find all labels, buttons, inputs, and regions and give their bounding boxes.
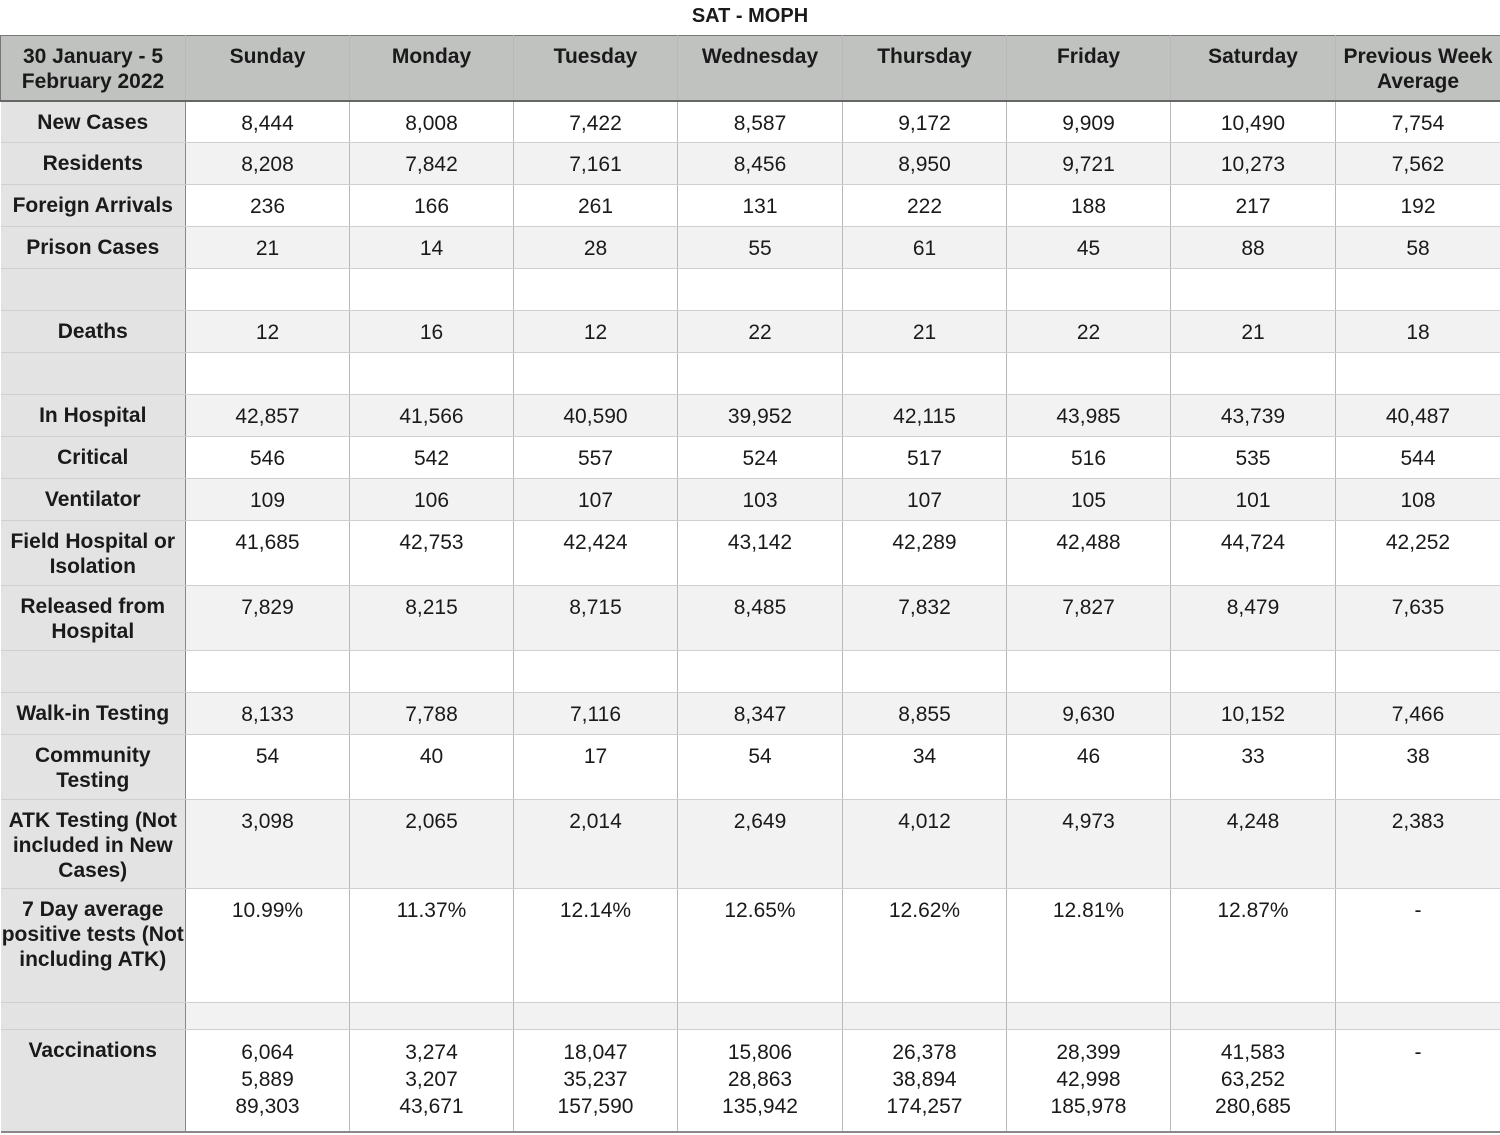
- table-cell: 7,422: [514, 101, 678, 143]
- table-cell: 222: [843, 185, 1007, 227]
- table-cell: [1007, 1030, 1171, 1132]
- table-cell: 10,273: [1171, 143, 1336, 185]
- column-header: Previous Week Average: [1336, 36, 1500, 101]
- cell-line: 174,257: [886, 1095, 963, 1118]
- table-row: [1, 1030, 1500, 1132]
- table-cell: [843, 353, 1007, 395]
- table-cell: 7,116: [514, 693, 678, 735]
- table-cell: [1171, 651, 1336, 693]
- table-cell: 8,715: [514, 586, 678, 651]
- row-label: New Cases: [1, 101, 186, 143]
- page-title: SAT - MOPH: [691, 5, 809, 27]
- table-cell: 10,490: [1171, 101, 1336, 143]
- column-header: Tuesday: [514, 36, 678, 101]
- table-cell: [1171, 1003, 1336, 1030]
- table-row: [1, 651, 1500, 693]
- table-cell: [843, 651, 1007, 693]
- column-header: Wednesday: [678, 36, 843, 101]
- table-cell: [514, 651, 678, 693]
- table-cell: 38: [1336, 735, 1500, 800]
- table-row: [1, 227, 1500, 269]
- row-label: Deaths: [1, 311, 186, 353]
- table-cell: [678, 651, 843, 693]
- table-cell: [186, 269, 350, 311]
- cell-line: 26,378: [892, 1041, 957, 1064]
- table-cell: 105: [1007, 479, 1171, 521]
- cell-line: 3,207: [405, 1068, 458, 1091]
- table-row: [1, 143, 1500, 185]
- cell-line: 6,064: [241, 1041, 294, 1064]
- table-cell: 8,855: [843, 693, 1007, 735]
- table-cell: [350, 651, 514, 693]
- table-row: [1, 395, 1500, 437]
- row-label: Walk-in Testing: [1, 693, 186, 735]
- table-cell: 9,721: [1007, 143, 1171, 185]
- table-cell: 517: [843, 437, 1007, 479]
- row-label: [1, 353, 186, 395]
- column-header: Thursday: [843, 36, 1007, 101]
- cell-line: 38,894: [892, 1068, 957, 1091]
- table-cell: 4,973: [1007, 800, 1171, 889]
- table-cell: 42,753: [350, 521, 514, 586]
- table-cell: [514, 1030, 678, 1132]
- table-cell: 41,566: [350, 395, 514, 437]
- table-cell: 108: [1336, 479, 1500, 521]
- table-cell: [1007, 1003, 1171, 1030]
- column-header: Sunday: [186, 36, 350, 101]
- table-cell: 18: [1336, 311, 1500, 353]
- table-cell: [1336, 269, 1500, 311]
- row-label: [1, 651, 186, 693]
- table-cell: [1336, 1030, 1500, 1132]
- table-cell: 535: [1171, 437, 1336, 479]
- table-cell: [186, 651, 350, 693]
- table-row: [1, 735, 1500, 800]
- row-label: Vaccinations: [1, 1030, 186, 1132]
- cell-line: 18,047: [563, 1041, 628, 1064]
- table-cell: 107: [843, 479, 1007, 521]
- table-cell: 10,152: [1171, 693, 1336, 735]
- table-cell: 21: [186, 227, 350, 269]
- row-label: Residents: [1, 143, 186, 185]
- table-cell: 54: [186, 735, 350, 800]
- table-cell: 42,857: [186, 395, 350, 437]
- table-cell: 7,829: [186, 586, 350, 651]
- table-cell: 7,827: [1007, 586, 1171, 651]
- table-cell: 7,788: [350, 693, 514, 735]
- table-row: [1, 479, 1500, 521]
- table-cell: 88: [1171, 227, 1336, 269]
- row-label: Critical: [1, 437, 186, 479]
- table-cell: 8,485: [678, 586, 843, 651]
- table-cell: 109: [186, 479, 350, 521]
- table-cell: 41,685: [186, 521, 350, 586]
- table-cell: 8,444: [186, 101, 350, 143]
- table-cell: 43,739: [1171, 395, 1336, 437]
- table-cell: 4,012: [843, 800, 1007, 889]
- table-cell: 7,832: [843, 586, 1007, 651]
- table-cell: [514, 1003, 678, 1030]
- cell-line: 157,590: [557, 1095, 634, 1118]
- table-cell: 107: [514, 479, 678, 521]
- cell-line: 5,889: [241, 1068, 294, 1091]
- table-cell: 10.99%: [186, 889, 350, 1003]
- table-cell: 8,347: [678, 693, 843, 735]
- table-row: [1, 889, 1500, 1003]
- table-cell: 42,488: [1007, 521, 1171, 586]
- table-cell: 106: [350, 479, 514, 521]
- row-label: Prison Cases: [1, 227, 186, 269]
- table-cell: 58: [1336, 227, 1500, 269]
- table-cell: 217: [1171, 185, 1336, 227]
- header-row: [1, 36, 1500, 101]
- table-cell: 12.62%: [843, 889, 1007, 1003]
- row-label: Released from Hospital: [1, 586, 186, 651]
- table-cell: 7,842: [350, 143, 514, 185]
- table-cell: [1336, 651, 1500, 693]
- table-cell: [350, 1003, 514, 1030]
- table-cell: 8,587: [678, 101, 843, 143]
- table-cell: [350, 353, 514, 395]
- cell-line: 185,978: [1050, 1095, 1127, 1118]
- table-cell: 7,161: [514, 143, 678, 185]
- table-cell: 12.87%: [1171, 889, 1336, 1003]
- data-table: [0, 35, 1500, 1133]
- cell-line: 3,274: [405, 1041, 458, 1064]
- table-cell: 11.37%: [350, 889, 514, 1003]
- table-cell: 42,424: [514, 521, 678, 586]
- table-cell: 8,215: [350, 586, 514, 651]
- table-cell: [350, 1030, 514, 1132]
- row-label: Ventilator: [1, 479, 186, 521]
- table-cell: 40: [350, 735, 514, 800]
- table-cell: 7,754: [1336, 101, 1500, 143]
- table-cell: 46: [1007, 735, 1171, 800]
- table-cell: 16: [350, 311, 514, 353]
- row-label: ATK Testing (Not included in New Cases): [1, 800, 186, 889]
- table-cell: 43,985: [1007, 395, 1171, 437]
- table-cell: 40,590: [514, 395, 678, 437]
- table-cell: [1171, 269, 1336, 311]
- table-cell: 8,456: [678, 143, 843, 185]
- table-cell: 12.81%: [1007, 889, 1171, 1003]
- table-cell: 22: [678, 311, 843, 353]
- row-label: 7 Day average positive tests (Not including ATK): [1, 889, 186, 1003]
- table-cell: [350, 269, 514, 311]
- table-cell: [678, 269, 843, 311]
- table-cell: 33: [1171, 735, 1336, 800]
- row-label: [1, 1003, 186, 1030]
- row-label: Community Testing: [1, 735, 186, 800]
- table-cell: [1007, 269, 1171, 311]
- table-cell: [1007, 651, 1171, 693]
- cell-line: 135,942: [722, 1095, 798, 1118]
- table-row: [1, 586, 1500, 651]
- table-cell: 34: [843, 735, 1007, 800]
- table-cell: 9,172: [843, 101, 1007, 143]
- table-cell: 7,562: [1336, 143, 1500, 185]
- column-header: Monday: [350, 36, 514, 101]
- table-cell: 12.65%: [678, 889, 843, 1003]
- table-row: [1, 311, 1500, 353]
- table-cell: [1336, 1003, 1500, 1030]
- table-cell: [843, 269, 1007, 311]
- table-cell: 61: [843, 227, 1007, 269]
- table-cell: 55: [678, 227, 843, 269]
- table-cell: [514, 353, 678, 395]
- cell-line: 28,863: [727, 1068, 793, 1091]
- table-cell: 17: [514, 735, 678, 800]
- table-cell: 516: [1007, 437, 1171, 479]
- table-row: [1, 269, 1500, 311]
- cell-line: 63,252: [1220, 1068, 1286, 1091]
- table-cell: 103: [678, 479, 843, 521]
- table-cell: 12.14%: [514, 889, 678, 1003]
- table-cell: 524: [678, 437, 843, 479]
- table-cell: [678, 1003, 843, 1030]
- table-cell: [186, 1003, 350, 1030]
- table-cell: [1007, 353, 1171, 395]
- table-cell: 21: [843, 311, 1007, 353]
- table-cell: [186, 353, 350, 395]
- table-cell: 544: [1336, 437, 1500, 479]
- table-cell: 2,014: [514, 800, 678, 889]
- table-cell: 45: [1007, 227, 1171, 269]
- table-cell: 39,952: [678, 395, 843, 437]
- table-cell: 2,383: [1336, 800, 1500, 889]
- table-cell: 4,248: [1171, 800, 1336, 889]
- table-cell: 546: [186, 437, 350, 479]
- table-cell: 2,649: [678, 800, 843, 889]
- table-cell: 28: [514, 227, 678, 269]
- table-cell: 9,630: [1007, 693, 1171, 735]
- table-cell: 8,008: [350, 101, 514, 143]
- row-label: [1, 269, 186, 311]
- table-cell: [1336, 353, 1500, 395]
- table-cell: [1171, 353, 1336, 395]
- table-cell: 542: [350, 437, 514, 479]
- table-cell: 7,635: [1336, 586, 1500, 651]
- table-cell: 261: [514, 185, 678, 227]
- table-cell: 7,466: [1336, 693, 1500, 735]
- table-cell: -: [1336, 889, 1500, 1003]
- cell-line: 89,303: [235, 1095, 300, 1118]
- cell-line: 41,583: [1220, 1041, 1286, 1064]
- table-cell: 12: [514, 311, 678, 353]
- table-cell: 22: [1007, 311, 1171, 353]
- table-cell: [843, 1003, 1007, 1030]
- table-cell: 8,208: [186, 143, 350, 185]
- table-cell: [186, 1030, 350, 1132]
- table-cell: [1171, 1030, 1336, 1132]
- table-cell: 8,133: [186, 693, 350, 735]
- table-cell: 188: [1007, 185, 1171, 227]
- table-cell: 8,479: [1171, 586, 1336, 651]
- cell-line: 280,685: [1215, 1095, 1291, 1118]
- table-cell: [843, 1030, 1007, 1132]
- table-cell: [678, 353, 843, 395]
- cell-line: -: [1414, 1041, 1422, 1064]
- column-header: Saturday: [1171, 36, 1336, 101]
- table-row: [1, 693, 1500, 735]
- table-row: [1, 437, 1500, 479]
- table-cell: [678, 1030, 843, 1132]
- table-cell: 9,909: [1007, 101, 1171, 143]
- table-row: [1, 353, 1500, 395]
- table-cell: 42,115: [843, 395, 1007, 437]
- table-cell: 14: [350, 227, 514, 269]
- table-cell: 2,065: [350, 800, 514, 889]
- table-cell: 42,252: [1336, 521, 1500, 586]
- table-cell: 40,487: [1336, 395, 1500, 437]
- table-row: [1, 800, 1500, 889]
- row-label: Foreign Arrivals: [1, 185, 186, 227]
- table-row: [1, 185, 1500, 227]
- cell-line: 28,399: [1056, 1041, 1121, 1064]
- table-cell: 42,289: [843, 521, 1007, 586]
- table-cell: 54: [678, 735, 843, 800]
- table-cell: 3,098: [186, 800, 350, 889]
- table-cell: 131: [678, 185, 843, 227]
- table-cell: [514, 269, 678, 311]
- row-label: Field Hospital or Isolation: [1, 521, 186, 586]
- table-cell: 236: [186, 185, 350, 227]
- table-cell: 21: [1171, 311, 1336, 353]
- table-cell: 101: [1171, 479, 1336, 521]
- table-cell: 12: [186, 311, 350, 353]
- table-row: [1, 1003, 1500, 1030]
- table-row: [1, 521, 1500, 586]
- table-cell: 166: [350, 185, 514, 227]
- table-cell: 44,724: [1171, 521, 1336, 586]
- column-header: Friday: [1007, 36, 1171, 101]
- corner-label: 30 January - 5 February 2022: [1, 36, 186, 101]
- cell-line: 35,237: [563, 1068, 628, 1091]
- table-row: [1, 101, 1500, 143]
- cell-line: 43,671: [399, 1095, 464, 1118]
- table-cell: 557: [514, 437, 678, 479]
- table-cell: 192: [1336, 185, 1500, 227]
- table-cell: 8,950: [843, 143, 1007, 185]
- table-cell: 43,142: [678, 521, 843, 586]
- cell-line: 42,998: [1056, 1068, 1121, 1091]
- row-label: In Hospital: [1, 395, 186, 437]
- cell-line: 15,806: [727, 1041, 793, 1064]
